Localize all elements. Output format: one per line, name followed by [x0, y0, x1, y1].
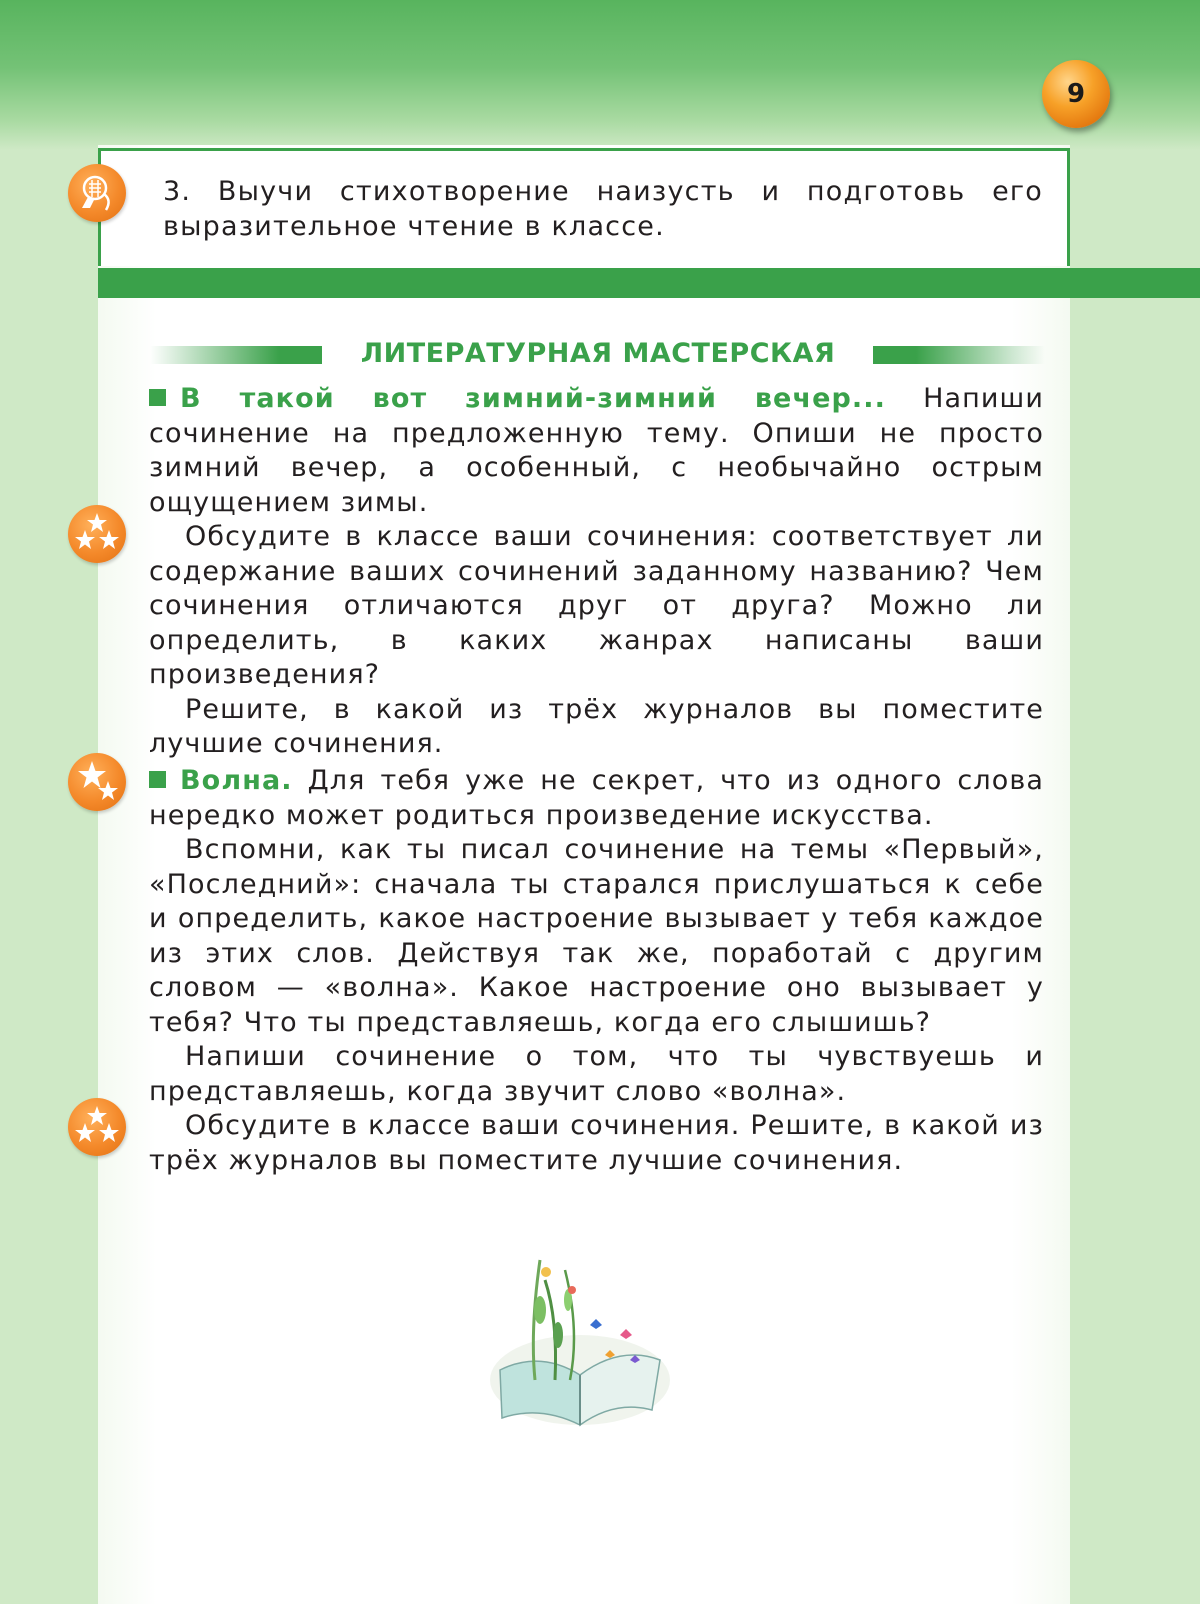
heading-left-rule: [150, 346, 322, 364]
block1-paragraph-3: Решите, в какой из трёх журналов вы поместите лучшие сочинения.: [149, 693, 1044, 759]
task-box-bottom-bar: [98, 268, 1200, 298]
block2-intro: [149, 764, 1044, 833]
block1-intro: [149, 382, 1044, 520]
group-work-stars-icon: [68, 505, 126, 563]
open-book-with-flowers-illustration: [480, 1240, 680, 1440]
bullet-square: [149, 771, 166, 788]
block2-paragraph-2: Вспомни, как ты писал сочинение на темы «Первый», «Последний»: сначала ты старался прислушаться к себе и определить, какое настроение вызывает у тебя каждое из этих слов. Действуя так же, поработай с другим словом — «волна». Какое настроение оно вызывает у тебя? Что ты представляешь, когда его слышишь?: [149, 834, 1044, 1038]
block1-paragraph-2: Обсудите в классе ваши сочинения: соответствует ли содержание ваших сочинений заданному названию? Чем сочинения отличаются друг от друга? Можно ли определить, в каких жанрах написаны ваши произведения?: [149, 521, 1044, 690]
block2-heading: Волна.: [180, 765, 293, 796]
page-number-badge: [1042, 60, 1110, 128]
block2-text: Для тебя уже не секрет, что из одного слова нередко может родиться произведение искусства.: [149, 765, 1044, 831]
section-title: ЛИТЕРАТУРНАЯ МАСТЕРСКАЯ: [360, 338, 836, 369]
task-text: 3. Выучи стихотворение наизусть и подготовь его выразительное чтение в классе.: [163, 176, 1043, 242]
block1-heading: В такой вот зимний-зимний вечер...: [180, 383, 886, 414]
section-heading: [150, 338, 1045, 370]
block-winter-evening: [149, 382, 1044, 762]
block2-paragraph-4: Обсудите в классе ваши сочинения. Решите, в какой из трёх журналов вы поместите лучшие сочинения.: [149, 1110, 1044, 1176]
heading-right-rule: [873, 346, 1045, 364]
block2-paragraph-3: Напиши сочинение о том, что ты чувствуешь и представляешь, когда звучит слово «волна».: [149, 1041, 1044, 1107]
top-green-band: [0, 0, 1200, 150]
group-work-stars-icon: [68, 1098, 126, 1156]
learn-by-heart-icon: [68, 164, 126, 222]
block1-text: Напиши сочинение на предложенную тему. Опиши не просто зимний вечер, а особенный, с необычайно острым ощущением зимы.: [149, 383, 1044, 518]
bullet-square: [149, 389, 166, 406]
block-wave: [149, 764, 1044, 1178]
pair-work-stars-icon: [68, 753, 126, 811]
page-number: 9: [1066, 79, 1086, 109]
